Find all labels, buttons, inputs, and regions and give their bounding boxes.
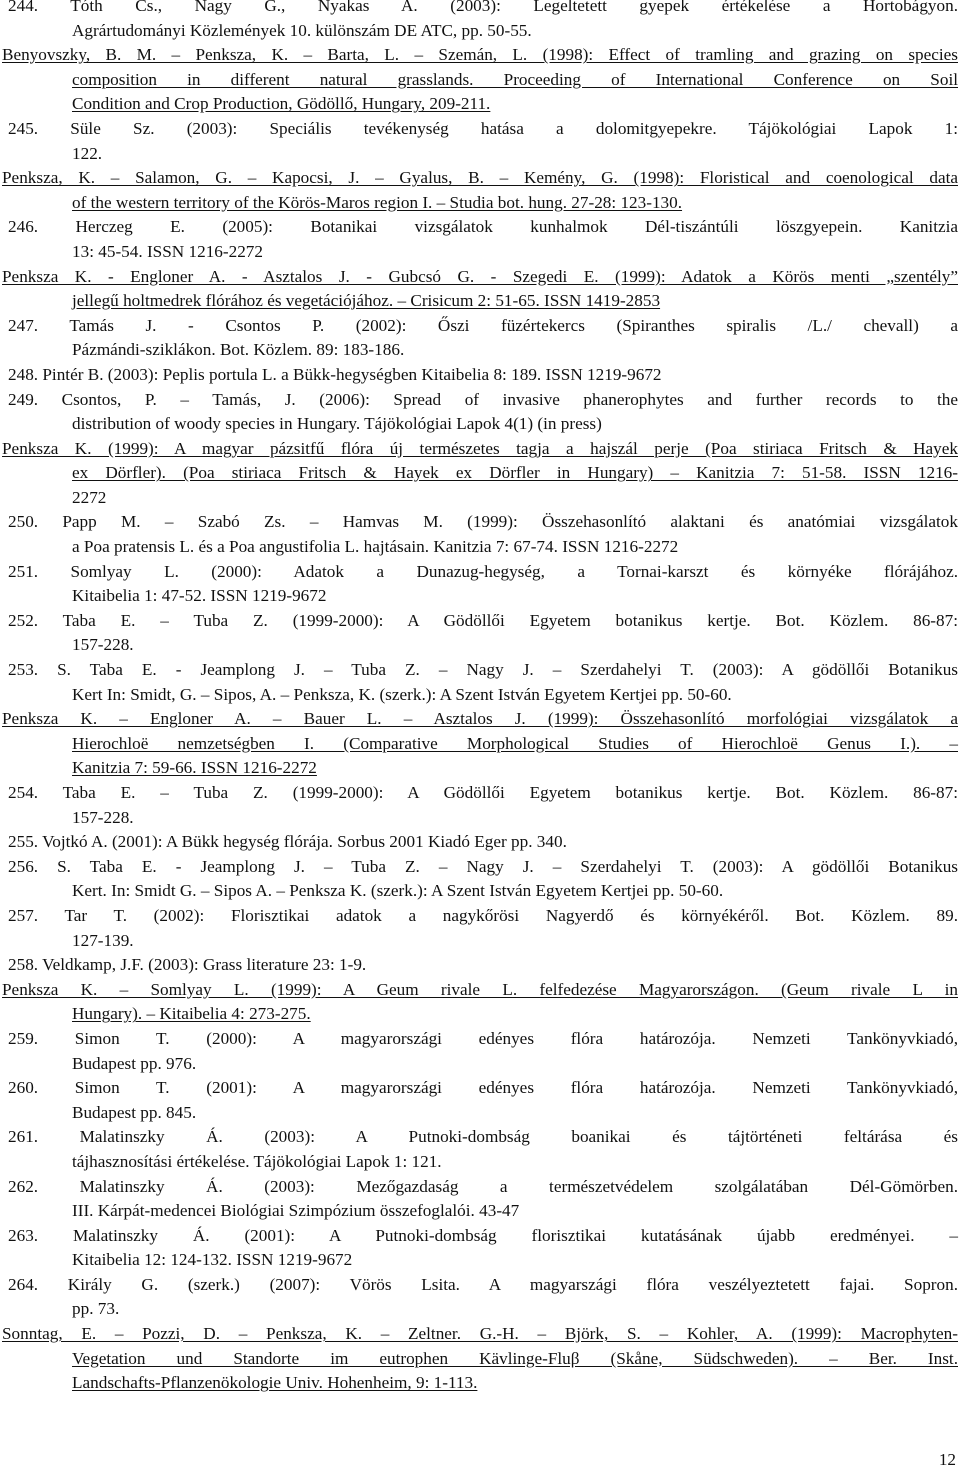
reference-line: 262. Malatinszky Á. (2003): Mezőgazdaság a természetvédelem szolgálatában Dél-Gömörben. bbox=[8, 1176, 958, 1196]
reference-line: 2272 bbox=[72, 487, 107, 507]
reference-line: 249. Csontos, P. – Tamás, J. (2006): Spread of invasive phanerophytes and further records to the bbox=[8, 389, 958, 409]
reference-entry bbox=[0, 658, 958, 707]
reference-line: Agrártudományi Közlemények 10. különszám DE ATC, pp. 50-55. bbox=[72, 20, 532, 40]
reference-line: Landschafts-Pflanzenökologie Univ. Hohenheim, 9: 1-113. bbox=[72, 1373, 478, 1393]
reference-line: Penksza K. – Somlyay L. (1999): A Geum rivale L. felfedezése Magyarországon. (Geum rivale L in bbox=[2, 979, 958, 999]
reference-line: 122. bbox=[72, 143, 103, 163]
reference-line: 254. Taba E. – Tuba Z. (1999-2000): A Gödöllői Egyetem botanikus kertje. Bot. Közlem. 86-87: bbox=[8, 783, 958, 802]
reference-line: Vegetation und Standorte im eutrophen Kävlinge-Fluβ (Skåne, Südschweden). – Ber. Inst. bbox=[72, 1348, 958, 1368]
reference-entry bbox=[0, 1076, 958, 1125]
reference-entry bbox=[0, 43, 958, 117]
reference-line: Kitaibelia 12: 124-132. ISSN 1219-9672 bbox=[72, 1250, 353, 1270]
reference-entry bbox=[0, 0, 958, 43]
reference-line: Condition and Crop Production, Gödöllő, Hungary, 209-211. bbox=[72, 94, 491, 114]
reference-entry bbox=[0, 1224, 958, 1273]
reference-line: 256. S. Taba E. - Jeamplong J. – Tuba Z. – Nagy J. – Szerdahelyi T. (2003): A gödöllői Botanikus bbox=[8, 856, 958, 876]
reference-line: Pázmándi-sziklákon. Bot. Közlem. 89: 183-186. bbox=[72, 340, 405, 360]
reference-line: 246. Herczeg E. (2005): Botanikai vizsgálatok kunhalmok Dél-tiszántúli löszgyepein. Kanitzia bbox=[8, 217, 958, 237]
reference-line: distribution of woody species in Hungary. Tájökológiai Lapok 4(1) (in press) bbox=[72, 414, 602, 434]
reference-line: 251. Somlyay L. (2000): Adatok a Dunazug-hegység, a Tornai-karszt és környéke flórájához. bbox=[8, 561, 958, 581]
reference-line: 127-139. bbox=[72, 930, 134, 950]
reference-line: Penksza K. – Engloner A. – Bauer L. – Asztalos J. (1999): Összehasonlító morfológiai vizsgálatok a bbox=[2, 709, 958, 729]
reference-entry bbox=[0, 953, 958, 978]
reference-line: Budapest pp. 976. bbox=[72, 1053, 197, 1073]
reference-line: III. Kárpát-medencei Biológiai Szimpózium összefoglalói. 43-47 bbox=[72, 1201, 520, 1221]
reference-line: 258. Veldkamp, J.F. (2003): Grass literature 23: 1-9. bbox=[8, 955, 367, 975]
reference-line: 260. Simon T. (2001): A magyarországi edényes flóra határozója. Nemzeti Tankönyvkiadó, bbox=[8, 1078, 958, 1098]
reference-entry bbox=[0, 855, 958, 904]
reference-line: 255. Vojtkó A. (2001): A Bükk hegység flórája. Sorbus 2001 Kiadó Eger pp. 340. bbox=[8, 832, 567, 852]
reference-line: Kanitzia 7: 59-66. ISSN 1216-2272 bbox=[72, 758, 317, 778]
reference-line: 157-228. bbox=[72, 807, 134, 827]
reference-line: 248. Pintér B. (2003): Peplis portula L. a Bükk-hegységben Kitaibelia 8: 189. ISSN 1219-9672 bbox=[8, 364, 662, 384]
reference-entry bbox=[0, 609, 958, 658]
reference-line: 261. Malatinszky Á. (2003): A Putnoki-dombság boanikai és tájtörténeti feltárása és bbox=[8, 1127, 958, 1147]
reference-line: 244. Tóth Cs., Nagy G., Nyakas A. (2003): Legeltetett gyepek értékelése a Hortobágyon. bbox=[8, 0, 958, 15]
reference-line: 245. Süle Sz. (2003): Speciális tevékenység hatása a dolomitgyepekre. Tájökológiai Lapok 1: bbox=[8, 118, 958, 138]
reference-entry bbox=[0, 978, 958, 1027]
reference-entry bbox=[0, 510, 958, 559]
reference-line: jellegű holtmedrek flórához és vegetációjához. – Crisicum 2: 51-65. ISSN 1419-2853 bbox=[72, 291, 661, 311]
reference-line: 253. S. Taba E. - Jeamplong J. – Tuba Z. – Nagy J. – Szerdahelyi T. (2003): A gödöllői Botanikus bbox=[8, 660, 958, 680]
reference-line: 264. Király G. (szerk.) (2007): Vörös Lsita. A magyarszági flóra veszélyeztetett fajai. Sopron. bbox=[8, 1274, 958, 1294]
reference-line: 257. Tar T. (2002): Florisztikai adatok a nagykőrösi Nagyerdő és környékéről. Bot. Közlem. 89. bbox=[8, 905, 958, 925]
reference-entry bbox=[0, 781, 958, 830]
reference-line: 13: 45-54. ISSN 1216-2272 bbox=[72, 241, 263, 261]
reference-entry bbox=[0, 1027, 958, 1076]
reference-line: ex Dörfler). (Poa stiriaca Fritsch & Hayek ex Dörfler in Hungary) – Kanitzia 7: 51-58. ISSN 1216- bbox=[72, 463, 958, 483]
reference-line: Benyovszky, B. M. – Penksza, K. – Barta, L. – Szemán, L. (1998): Effect of tramling and grazing on species bbox=[2, 45, 958, 65]
reference-entry bbox=[0, 314, 958, 363]
reference-line: 247. Tamás J. - Csontos P. (2002): Őszi füzértekercs (Spiranthes spiralis /L./ chevall) a bbox=[8, 315, 958, 335]
reference-entry bbox=[0, 1322, 958, 1396]
reference-line: 250. Papp M. – Szabó Zs. – Hamvas M. (1999): Összehasonlító alaktani és anatómiai vizsgálatok bbox=[8, 512, 958, 532]
reference-line: Penksza, K. – Salamon, G. – Kapocsi, J. – Gyalus, B. – Kemény, G. (1998): Floristical and coenological data bbox=[2, 168, 958, 188]
reference-line: Hungary). – Kitaibelia 4: 273-275. bbox=[72, 1004, 311, 1024]
reference-line: 259. Simon T. (2000): A magyarországi edényes flóra határozója. Nemzeti Tankönyvkiadó, bbox=[8, 1028, 958, 1048]
reference-line: Kert In: Smidt, G. – Sipos, A. – Penksza, K. (szerk.): A Szent István Egyetem Kertjei pp. 50-60. bbox=[72, 684, 732, 704]
reference-entry bbox=[0, 560, 958, 609]
reference-line: Penksza K. (1999): A magyar pázsitfű flóra új természetes tagja a hajszál perje (Poa stiriaca Fritsch & Hayek bbox=[2, 438, 958, 458]
reference-line: Budapest pp. 845. bbox=[72, 1102, 197, 1122]
reference-line: tájhasznosítási értékelése. Tájökológiai Lapok 1: 121. bbox=[72, 1151, 442, 1171]
reference-entry bbox=[0, 166, 958, 215]
page-number: 12 bbox=[938, 1450, 956, 1469]
reference-entry bbox=[0, 1273, 958, 1322]
reference-entry bbox=[0, 830, 958, 855]
reference-entry bbox=[0, 265, 958, 314]
reference-line: 252. Taba E. – Tuba Z. (1999-2000): A Gödöllői Egyetem botanikus kertje. Bot. Közlem. 86-87: bbox=[8, 610, 958, 630]
reference-line: 157-228. bbox=[72, 635, 134, 655]
reference-entry bbox=[0, 388, 958, 437]
reference-line: pp. 73. bbox=[72, 1299, 120, 1319]
reference-line: Penksza K. - Engloner A. - Asztalos J. - Gubcsó G. - Szegedi E. (1999): Adatok a Körös menti „szentély” bbox=[2, 266, 958, 286]
reference-line: composition in different natural grasslands. Proceeding of International Conference on Soil bbox=[72, 69, 958, 89]
reference-line: Hierochloë nemzetségben I. (Comparative Morphological Studies of Hierochloë Genus I.). – bbox=[72, 733, 958, 753]
reference-line: 263. Malatinszky Á. (2001): A Putnoki-dombság florisztikai kutatásának újabb eredményei. – bbox=[8, 1225, 958, 1245]
reference-entry bbox=[0, 215, 958, 264]
reference-entry bbox=[0, 707, 958, 781]
reference-line: Kitaibelia 1: 47-52. ISSN 1219-9672 bbox=[72, 586, 327, 606]
reference-line: Sonntag, E. – Pozzi, D. – Penksza, K. – Zeltner. G.-H. – Björk, S. – Kohler, A. (1999): Macrophyten- bbox=[2, 1324, 958, 1344]
reference-line: a Poa pratensis L. és a Poa angustifolia L. hajtásain. Kanitzia 7: 67-74. ISSN 1216-2272 bbox=[72, 537, 679, 557]
reference-line: of the western territory of the Körös-Maros region I. – Studia bot. hung. 27-28: 123-130. bbox=[72, 192, 683, 212]
reference-entry bbox=[0, 1175, 958, 1224]
reference-line: Kert. In: Smidt G. – Sipos A. – Penksza K. (szerk.): A Szent István Egyetem Kertjei pp. 50-60. bbox=[72, 881, 724, 901]
reference-entry bbox=[0, 1125, 958, 1174]
reference-entry bbox=[0, 437, 958, 511]
reference-entry bbox=[0, 117, 958, 166]
reference-entry bbox=[0, 904, 958, 953]
reference-entry bbox=[0, 363, 958, 388]
